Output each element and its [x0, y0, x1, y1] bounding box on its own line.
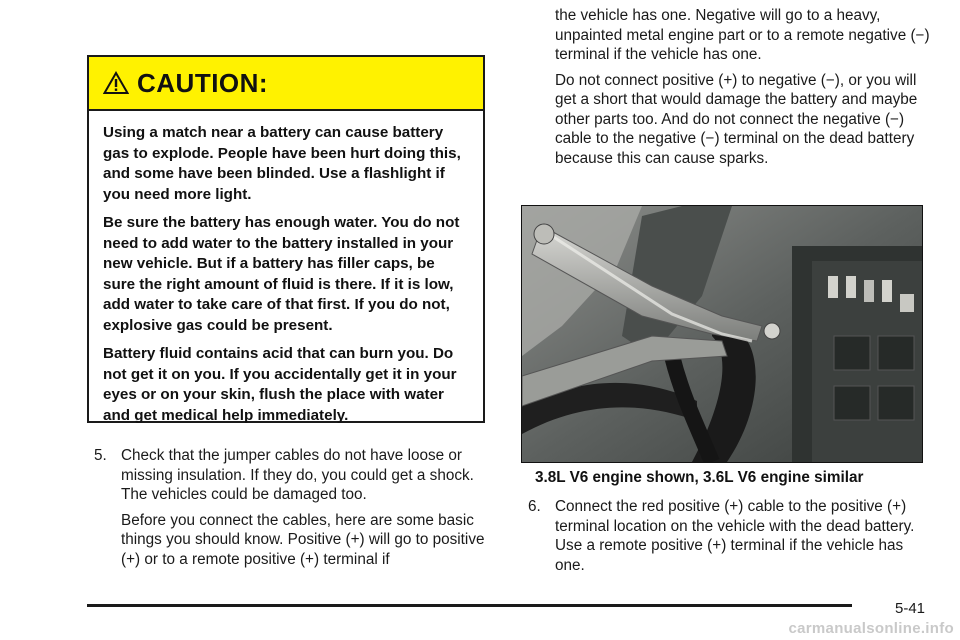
- warning-triangle-icon: [103, 71, 129, 95]
- caution-paragraph: Be sure the battery has enough water. You do not need to add water to the battery installed in your new vehicle. But if a battery has filler caps, be sure the right amount of fluid is there. If it is low, add water to take care of that first. If you do not, explosive gas could be present.: [103, 214, 460, 334]
- right-column-bottom: [528, 497, 933, 581]
- step-text: Connect the red positive (+) cable to the positive (+) terminal location on the vehicle with the dead battery. Use a remote positive (+) terminal if the vehicle has one.: [555, 498, 915, 574]
- footer-rule: [87, 604, 852, 607]
- body-paragraph: Before you connect the cables, here are some basic things you should know. Positive (+) will go to positive (+) or to a remote positive (+) terminal if: [121, 511, 485, 568]
- caution-paragraph: Battery fluid contains acid that can burn you. Do not get it on you. If you accidentally get it in your eyes or on your skin, flush the place with water and get medical help immediately.: [103, 345, 457, 424]
- caution-header: [89, 57, 483, 111]
- step-number: 5.: [94, 447, 107, 464]
- caution-paragraph: Using a match near a battery can cause battery gas to explode. People have been hurt doing this, and some have been blinded. Use a flashlight if you need more light.: [103, 124, 461, 203]
- step-number: 6.: [528, 498, 541, 515]
- body-paragraph: Do not connect positive (+) to negative (−), or you will get a short that would damage the battery and maybe other parts too. And do not connect the negative (−) cable to the negative (−) terminal on the dead battery because this can cause sparks.: [555, 71, 918, 167]
- left-column-text: [94, 446, 494, 575]
- body-paragraph: the vehicle has one. Negative will go to a heavy, unpainted metal engine part or to a remote negative (−) terminal if the vehicle has one.: [555, 7, 930, 63]
- caution-title: CAUTION:: [137, 67, 269, 98]
- caution-body: [89, 111, 483, 426]
- step-text: Check that the jumper cables do not have loose or missing insulation. If they do, you could get a shock. The vehicles could be damaged too.: [121, 447, 474, 503]
- engine-photo-illustration: [522, 206, 922, 462]
- figure-caption: 3.8L V6 engine shown, 3.6L V6 engine similar: [535, 469, 864, 486]
- step-5: [94, 446, 494, 511]
- page-number: 5-41: [895, 600, 926, 617]
- right-column-top: [528, 6, 933, 174]
- caution-box: [87, 55, 485, 423]
- step-6: [528, 497, 933, 581]
- watermark: carmanualsonline.info: [788, 620, 954, 637]
- engine-photo: [521, 205, 923, 463]
